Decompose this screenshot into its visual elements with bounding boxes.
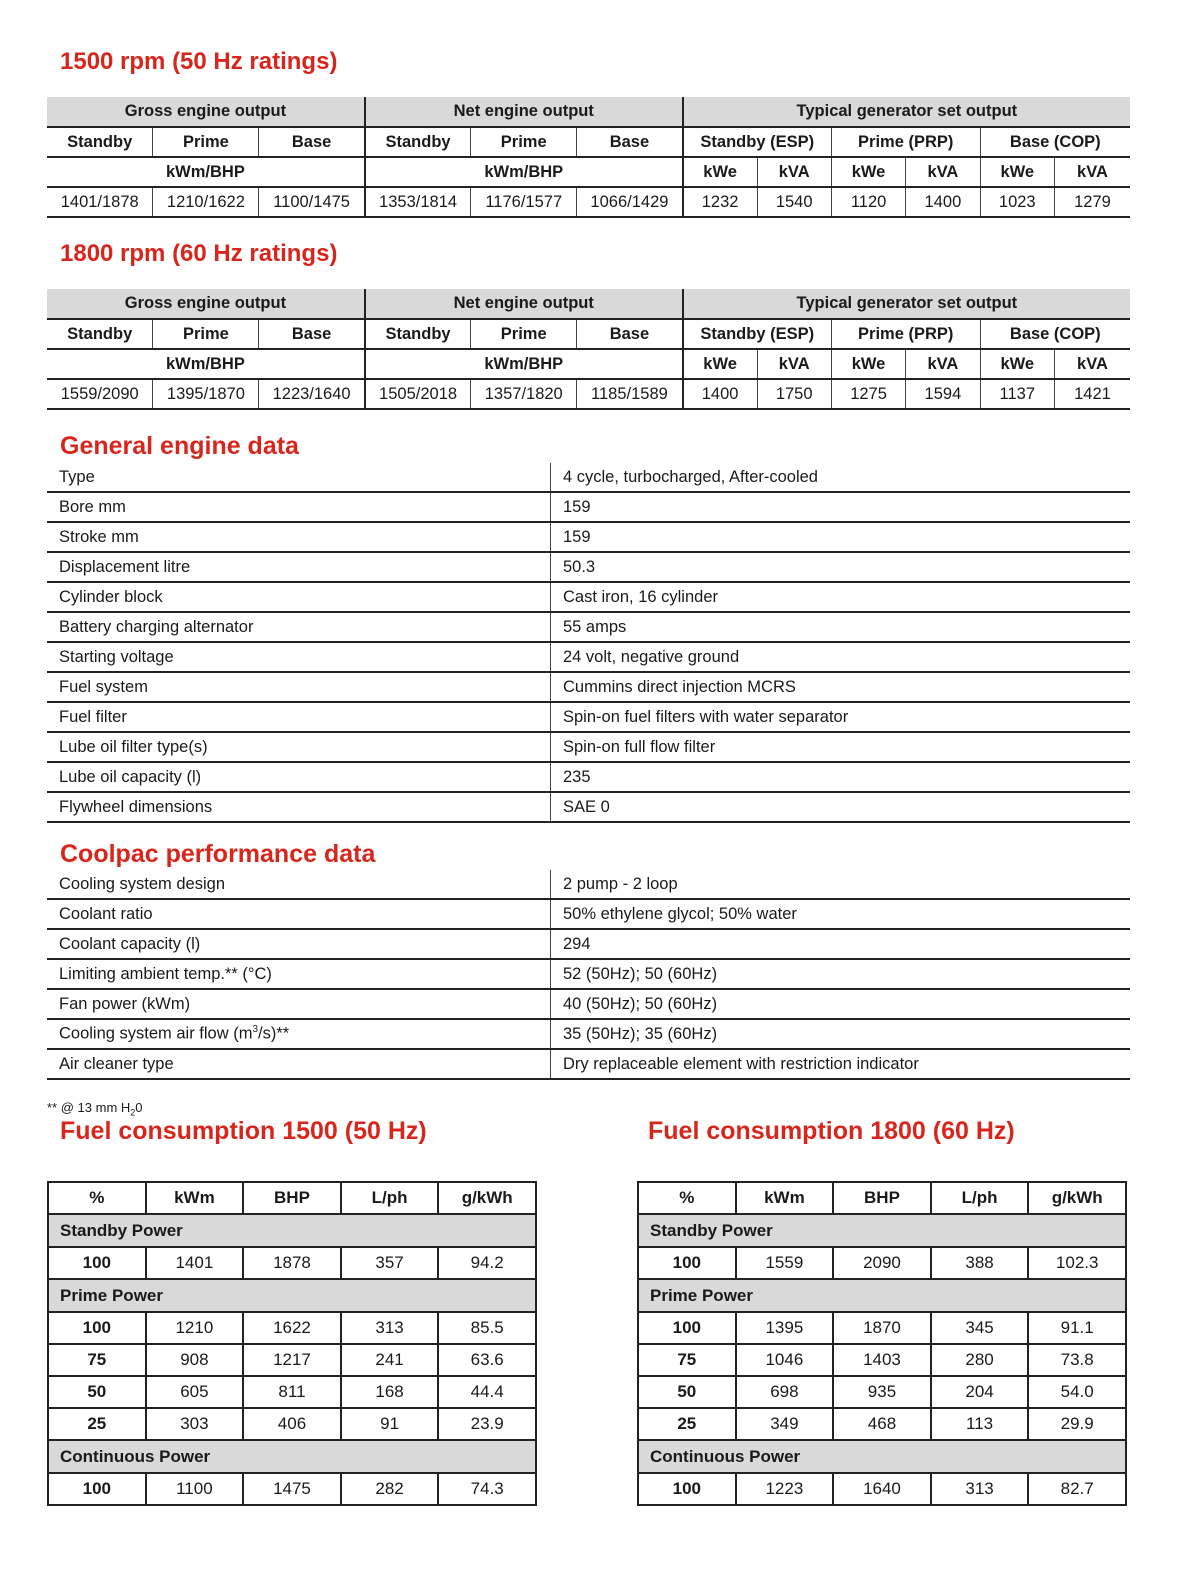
percent-cell: 75 bbox=[638, 1344, 736, 1376]
row-key: Lube oil filter type(s) bbox=[47, 732, 551, 762]
airflow-label: Cooling system air flow (m bbox=[59, 1024, 253, 1043]
table-row bbox=[638, 1408, 1126, 1440]
table-row bbox=[47, 959, 1130, 989]
table-row bbox=[638, 1376, 1126, 1408]
table-row bbox=[47, 522, 1130, 552]
row-value: 2 pump - 2 loop bbox=[551, 870, 1131, 899]
value-cell: 1594 bbox=[906, 379, 980, 409]
column-header: BHP bbox=[833, 1182, 931, 1214]
section-label: Standby Power bbox=[638, 1214, 1126, 1247]
value-cell: 280 bbox=[931, 1344, 1029, 1376]
footnote bbox=[47, 1100, 143, 1118]
table-row bbox=[47, 792, 1130, 822]
sub-header: Base (COP) bbox=[980, 319, 1130, 349]
value-cell: 1023 bbox=[980, 187, 1054, 217]
sub-header: Prime bbox=[471, 319, 577, 349]
header-row bbox=[638, 1182, 1126, 1214]
column-header: L/ph bbox=[341, 1182, 439, 1214]
value-cell: 1395/1870 bbox=[153, 379, 259, 409]
row-value: 4 cycle, turbocharged, After-cooled bbox=[551, 463, 1131, 492]
table-row bbox=[47, 702, 1130, 732]
value-cell: 1275 bbox=[831, 379, 905, 409]
value-cell: 698 bbox=[736, 1376, 834, 1408]
percent-cell: 50 bbox=[48, 1376, 146, 1408]
section-label: Prime Power bbox=[48, 1279, 536, 1312]
percent-cell: 50 bbox=[638, 1376, 736, 1408]
section-row bbox=[638, 1214, 1126, 1247]
value-cell: 1100/1475 bbox=[259, 187, 365, 217]
value-cell: 1176/1577 bbox=[471, 187, 577, 217]
value-cell: 85.5 bbox=[438, 1312, 536, 1344]
table-row bbox=[47, 1049, 1130, 1079]
value-cell: 1395 bbox=[736, 1312, 834, 1344]
group-header: Net engine output bbox=[365, 289, 683, 319]
table-row bbox=[47, 1019, 1130, 1049]
row-key: Air cleaner type bbox=[47, 1049, 551, 1079]
percent-cell: 100 bbox=[48, 1247, 146, 1279]
unit-cell: kWe bbox=[831, 157, 905, 187]
column-header: g/kWh bbox=[1028, 1182, 1126, 1214]
value-cell: 1066/1429 bbox=[577, 187, 683, 217]
section-row bbox=[638, 1279, 1126, 1312]
table-row bbox=[48, 1376, 536, 1408]
table-row bbox=[48, 1408, 536, 1440]
unit-cell: kWe bbox=[980, 157, 1054, 187]
fuel-table-60hz bbox=[637, 1181, 1127, 1506]
column-header: BHP bbox=[243, 1182, 341, 1214]
value-cell: 1401/1878 bbox=[47, 187, 153, 217]
value-cell: 282 bbox=[341, 1473, 439, 1505]
fuel-table-50hz bbox=[47, 1181, 537, 1506]
value-cell: 1400 bbox=[683, 379, 757, 409]
section-row bbox=[48, 1440, 536, 1473]
row-value: Spin-on full flow filter bbox=[551, 732, 1131, 762]
percent-cell: 100 bbox=[638, 1247, 736, 1279]
sub-header: Prime bbox=[153, 319, 259, 349]
column-header: kWm bbox=[736, 1182, 834, 1214]
section-row bbox=[638, 1440, 1126, 1473]
value-cell: 63.6 bbox=[438, 1344, 536, 1376]
section-title-general: General engine data bbox=[60, 432, 299, 460]
sub-header: Standby bbox=[47, 319, 153, 349]
sub-header: Base (COP) bbox=[980, 127, 1130, 157]
value-cell: 1622 bbox=[243, 1312, 341, 1344]
row-value: Cummins direct injection MCRS bbox=[551, 672, 1131, 702]
section-label: Continuous Power bbox=[48, 1440, 536, 1473]
row-key: Coolant capacity (l) bbox=[47, 929, 551, 959]
value-cell: 1100 bbox=[146, 1473, 244, 1505]
sub-header: Prime (PRP) bbox=[831, 319, 980, 349]
value-cell: 935 bbox=[833, 1376, 931, 1408]
value-cell: 1353/1814 bbox=[365, 187, 471, 217]
value-cell: 82.7 bbox=[1028, 1473, 1126, 1505]
percent-cell: 75 bbox=[48, 1344, 146, 1376]
table-row bbox=[47, 582, 1130, 612]
value-cell: 1120 bbox=[831, 187, 905, 217]
table-row bbox=[48, 1473, 536, 1505]
row-value: Spin-on fuel filters with water separator bbox=[551, 702, 1131, 732]
value-cell: 91 bbox=[341, 1408, 439, 1440]
table-row bbox=[47, 552, 1130, 582]
value-cell: 313 bbox=[931, 1473, 1029, 1505]
airflow-sup: 3 bbox=[252, 1024, 259, 1036]
section-title-fuel-60hz: Fuel consumption 1800 (60 Hz) bbox=[648, 1117, 1015, 1145]
column-header: L/ph bbox=[931, 1182, 1029, 1214]
value-cell: 1217 bbox=[243, 1344, 341, 1376]
unit-cell: kVA bbox=[906, 157, 980, 187]
section-row bbox=[48, 1279, 536, 1312]
value-cell: 303 bbox=[146, 1408, 244, 1440]
table-row bbox=[48, 1312, 536, 1344]
row-key: Coolant ratio bbox=[47, 899, 551, 929]
value-cell: 1870 bbox=[833, 1312, 931, 1344]
value-cell: 1878 bbox=[243, 1247, 341, 1279]
group-header: Gross engine output bbox=[47, 289, 365, 319]
value-cell: 357 bbox=[341, 1247, 439, 1279]
sub-header: Standby bbox=[365, 127, 471, 157]
column-header: kWm bbox=[146, 1182, 244, 1214]
unit-cell: kWe bbox=[831, 349, 905, 379]
value-cell: 1559/2090 bbox=[47, 379, 153, 409]
row-key: Stroke mm bbox=[47, 522, 551, 552]
footnote-text-end: 0 bbox=[135, 1100, 143, 1115]
unit-cell: kWe bbox=[683, 349, 757, 379]
value-cell: 349 bbox=[736, 1408, 834, 1440]
value-cell: 388 bbox=[931, 1247, 1029, 1279]
value-cell: 1185/1589 bbox=[577, 379, 683, 409]
row-value: 50% ethylene glycol; 50% water bbox=[551, 899, 1131, 929]
percent-cell: 25 bbox=[638, 1408, 736, 1440]
value-cell: 102.3 bbox=[1028, 1247, 1126, 1279]
row-key: Cooling system design bbox=[47, 870, 551, 899]
value-cell: 1279 bbox=[1054, 187, 1130, 217]
unit-cell: kVA bbox=[757, 349, 831, 379]
value-cell: 1401 bbox=[146, 1247, 244, 1279]
row-key: Limiting ambient temp.** (°C) bbox=[47, 959, 551, 989]
value-cell: 1403 bbox=[833, 1344, 931, 1376]
sub-header: Standby (ESP) bbox=[683, 319, 832, 349]
value-cell: 1559 bbox=[736, 1247, 834, 1279]
value-cell: 54.0 bbox=[1028, 1376, 1126, 1408]
row-value: 50.3 bbox=[551, 552, 1131, 582]
section-row bbox=[48, 1214, 536, 1247]
row-value: 159 bbox=[551, 492, 1131, 522]
percent-cell: 25 bbox=[48, 1408, 146, 1440]
percent-cell: 100 bbox=[638, 1473, 736, 1505]
table-row bbox=[47, 642, 1130, 672]
value-cell: 113 bbox=[931, 1408, 1029, 1440]
value-cell: 29.9 bbox=[1028, 1408, 1126, 1440]
value-cell: 1540 bbox=[757, 187, 831, 217]
unit-cell: kWe bbox=[683, 157, 757, 187]
table-row bbox=[47, 929, 1130, 959]
value-cell: 1137 bbox=[980, 379, 1054, 409]
row-value: 52 (50Hz); 50 (60Hz) bbox=[551, 959, 1131, 989]
value-cell: 605 bbox=[146, 1376, 244, 1408]
table-row bbox=[638, 1473, 1126, 1505]
section-title-coolpac: Coolpac performance data bbox=[60, 840, 376, 868]
column-header: % bbox=[638, 1182, 736, 1214]
section-title-1800rpm: 1800 rpm (60 Hz ratings) bbox=[60, 240, 338, 267]
row-key bbox=[47, 1019, 551, 1049]
table-row bbox=[47, 870, 1130, 899]
ratings-table-60hz bbox=[47, 289, 1130, 410]
value-cell: 44.4 bbox=[438, 1376, 536, 1408]
value-cell: 1750 bbox=[757, 379, 831, 409]
row-value: 55 amps bbox=[551, 612, 1131, 642]
table-row bbox=[47, 672, 1130, 702]
sub-header: Base bbox=[577, 127, 683, 157]
sub-header: Base bbox=[259, 127, 365, 157]
row-key: Starting voltage bbox=[47, 642, 551, 672]
group-header: Gross engine output bbox=[47, 97, 365, 127]
value-cell: 23.9 bbox=[438, 1408, 536, 1440]
value-cell: 908 bbox=[146, 1344, 244, 1376]
table-row bbox=[47, 899, 1130, 929]
sub-header: Base bbox=[259, 319, 365, 349]
unit-cell: kWm/BHP bbox=[365, 157, 683, 187]
section-label: Prime Power bbox=[638, 1279, 1126, 1312]
table-row bbox=[48, 1247, 536, 1279]
footnote-sub: 2 bbox=[130, 1107, 136, 1118]
unit-cell: kVA bbox=[757, 157, 831, 187]
table-row bbox=[47, 989, 1130, 1019]
value-cell: 2090 bbox=[833, 1247, 931, 1279]
percent-cell: 100 bbox=[48, 1312, 146, 1344]
row-value: Cast iron, 16 cylinder bbox=[551, 582, 1131, 612]
coolpac-table bbox=[47, 870, 1130, 1080]
row-value: 35 (50Hz); 35 (60Hz) bbox=[551, 1019, 1131, 1049]
airflow-label-end: /s)** bbox=[258, 1024, 290, 1043]
row-value: 294 bbox=[551, 929, 1131, 959]
unit-cell: kWe bbox=[980, 349, 1054, 379]
row-value: 235 bbox=[551, 762, 1131, 792]
column-header: g/kWh bbox=[438, 1182, 536, 1214]
table-row bbox=[47, 732, 1130, 762]
table-row bbox=[47, 762, 1130, 792]
table-row bbox=[48, 1344, 536, 1376]
sub-header: Standby bbox=[365, 319, 471, 349]
value-cell: 73.8 bbox=[1028, 1344, 1126, 1376]
section-label: Continuous Power bbox=[638, 1440, 1126, 1473]
row-value: 159 bbox=[551, 522, 1131, 552]
table-row bbox=[47, 612, 1130, 642]
value-cell: 1357/1820 bbox=[471, 379, 577, 409]
sub-header: Standby (ESP) bbox=[683, 127, 832, 157]
row-key: Flywheel dimensions bbox=[47, 792, 551, 822]
value-cell: 1223 bbox=[736, 1473, 834, 1505]
percent-cell: 100 bbox=[48, 1473, 146, 1505]
unit-cell: kVA bbox=[1054, 157, 1130, 187]
row-key: Cylinder block bbox=[47, 582, 551, 612]
value-cell: 1210 bbox=[146, 1312, 244, 1344]
group-header: Typical generator set output bbox=[683, 289, 1130, 319]
sub-header: Prime bbox=[153, 127, 259, 157]
value-cell: 1232 bbox=[683, 187, 757, 217]
table-row bbox=[47, 463, 1130, 492]
unit-cell: kWm/BHP bbox=[47, 157, 365, 187]
row-key: Displacement litre bbox=[47, 552, 551, 582]
table-row bbox=[638, 1312, 1126, 1344]
value-cell: 204 bbox=[931, 1376, 1029, 1408]
unit-cell: kWm/BHP bbox=[47, 349, 365, 379]
group-header: Net engine output bbox=[365, 97, 683, 127]
value-cell: 94.2 bbox=[438, 1247, 536, 1279]
row-key: Lube oil capacity (l) bbox=[47, 762, 551, 792]
row-key: Fuel filter bbox=[47, 702, 551, 732]
row-value: 24 volt, negative ground bbox=[551, 642, 1131, 672]
sub-header: Prime bbox=[471, 127, 577, 157]
value-cell: 74.3 bbox=[438, 1473, 536, 1505]
sub-header: Standby bbox=[47, 127, 153, 157]
unit-cell: kVA bbox=[906, 349, 980, 379]
ratings-table-50hz bbox=[47, 97, 1130, 218]
row-key: Type bbox=[47, 463, 551, 492]
header-row bbox=[48, 1182, 536, 1214]
footnote-text: ** @ 13 mm H bbox=[47, 1100, 131, 1115]
sub-header: Prime (PRP) bbox=[831, 127, 980, 157]
table-row bbox=[638, 1247, 1126, 1279]
row-key: Bore mm bbox=[47, 492, 551, 522]
row-value: SAE 0 bbox=[551, 792, 1131, 822]
unit-cell: kVA bbox=[1054, 349, 1130, 379]
value-cell: 406 bbox=[243, 1408, 341, 1440]
unit-cell: kWm/BHP bbox=[365, 349, 683, 379]
value-cell: 1210/1622 bbox=[153, 187, 259, 217]
general-engine-table bbox=[47, 463, 1130, 823]
section-title-fuel-50hz: Fuel consumption 1500 (50 Hz) bbox=[60, 1117, 427, 1145]
value-cell: 1223/1640 bbox=[259, 379, 365, 409]
group-header: Typical generator set output bbox=[683, 97, 1130, 127]
percent-cell: 100 bbox=[638, 1312, 736, 1344]
value-cell: 168 bbox=[341, 1376, 439, 1408]
value-cell: 345 bbox=[931, 1312, 1029, 1344]
value-cell: 811 bbox=[243, 1376, 341, 1408]
row-key: Fan power (kWm) bbox=[47, 989, 551, 1019]
value-cell: 1421 bbox=[1054, 379, 1130, 409]
table-row bbox=[47, 492, 1130, 522]
value-cell: 91.1 bbox=[1028, 1312, 1126, 1344]
row-value: Dry replaceable element with restriction indicator bbox=[551, 1049, 1131, 1079]
value-cell: 313 bbox=[341, 1312, 439, 1344]
table-row bbox=[638, 1344, 1126, 1376]
value-cell: 1475 bbox=[243, 1473, 341, 1505]
section-label: Standby Power bbox=[48, 1214, 536, 1247]
row-key: Battery charging alternator bbox=[47, 612, 551, 642]
section-title-1500rpm: 1500 rpm (50 Hz ratings) bbox=[60, 48, 338, 75]
row-value: 40 (50Hz); 50 (60Hz) bbox=[551, 989, 1131, 1019]
value-cell: 1400 bbox=[906, 187, 980, 217]
value-cell: 1505/2018 bbox=[365, 379, 471, 409]
sub-header: Base bbox=[577, 319, 683, 349]
row-key: Fuel system bbox=[47, 672, 551, 702]
value-cell: 1046 bbox=[736, 1344, 834, 1376]
value-cell: 241 bbox=[341, 1344, 439, 1376]
column-header: % bbox=[48, 1182, 146, 1214]
value-cell: 468 bbox=[833, 1408, 931, 1440]
value-cell: 1640 bbox=[833, 1473, 931, 1505]
